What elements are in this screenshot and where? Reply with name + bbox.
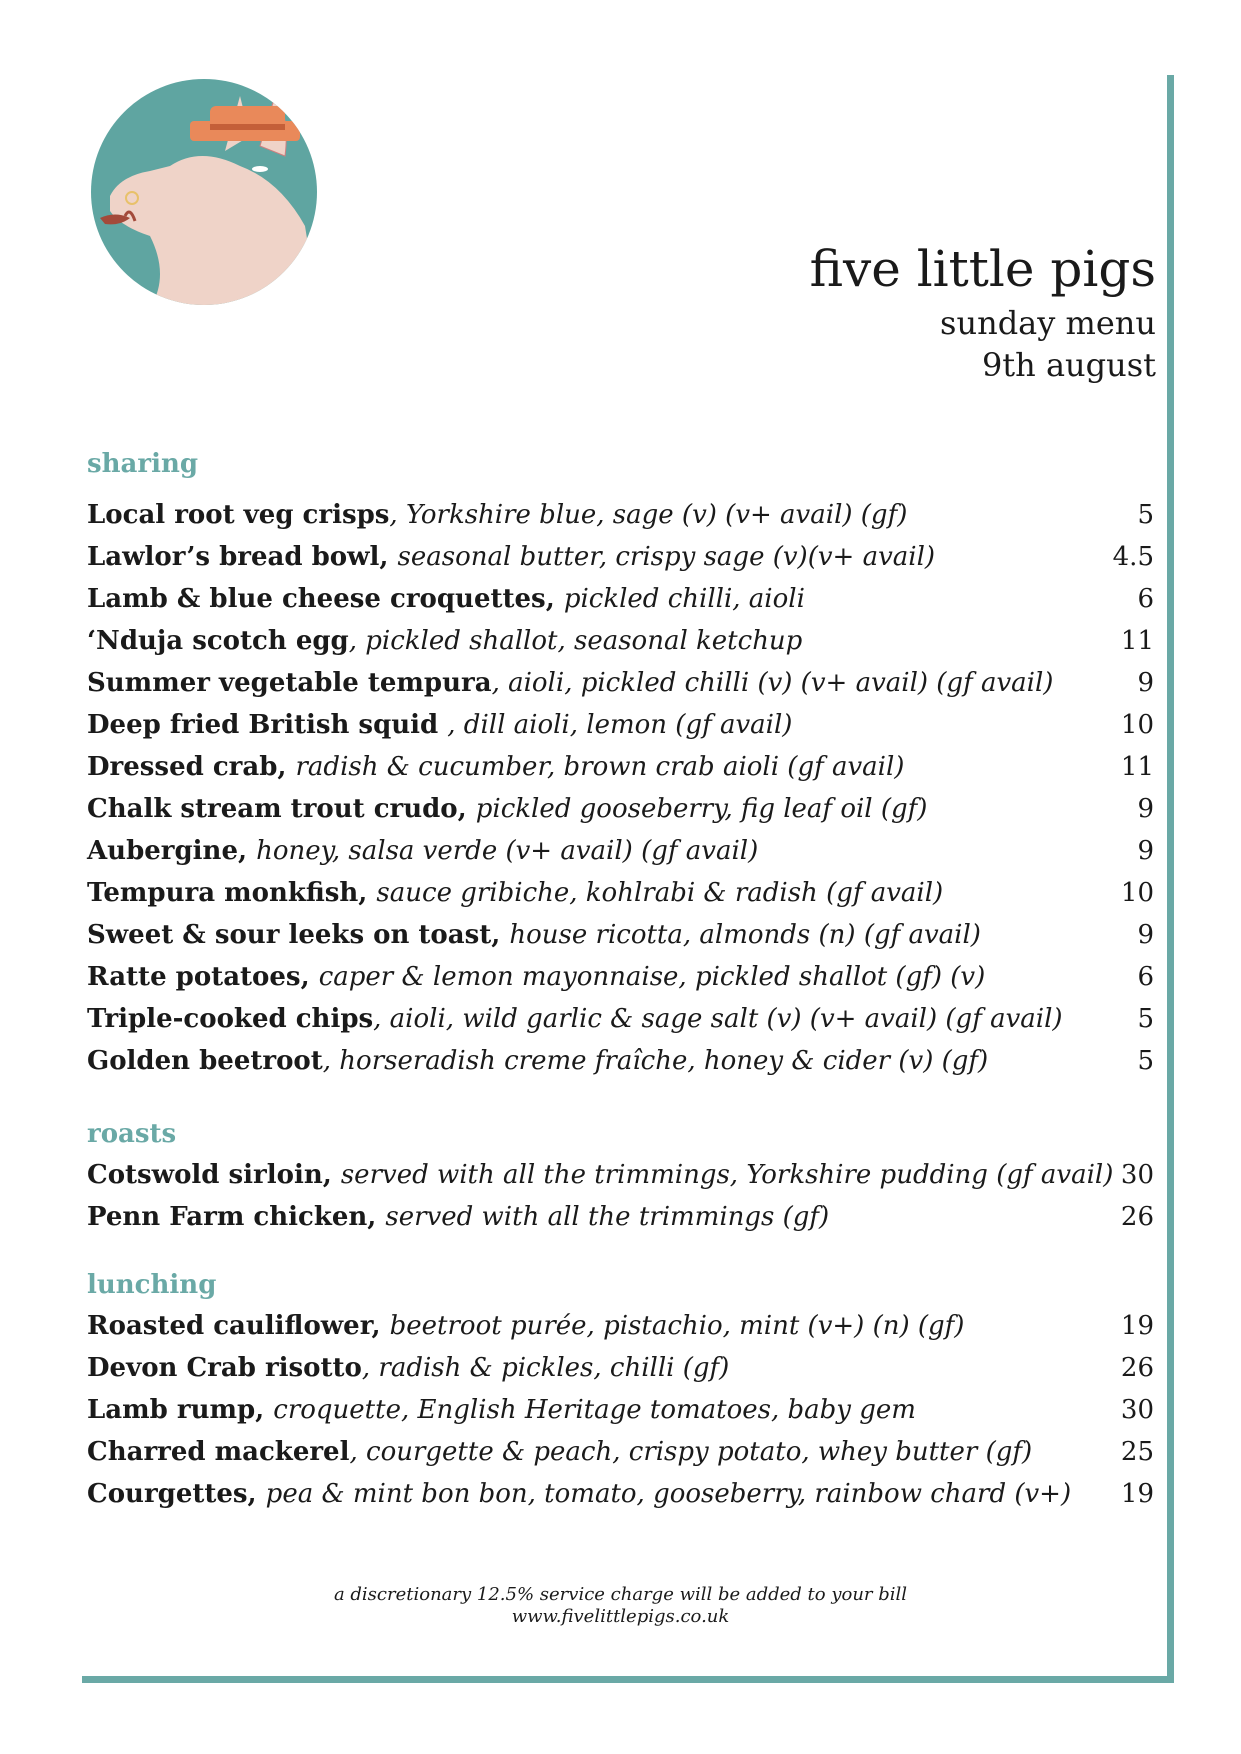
item-name: Roasted cauliflower, — [87, 1311, 390, 1341]
item-price: 11 — [1120, 626, 1154, 656]
item-price: 26 — [1120, 1353, 1154, 1383]
item-price: 9 — [1137, 794, 1154, 824]
item-name: Lamb & blue cheese croquettes, — [87, 584, 564, 614]
menu-item — [87, 1473, 1154, 1515]
menu-item — [87, 788, 1154, 830]
section-sharing — [87, 444, 1154, 1082]
menu-item — [87, 998, 1154, 1040]
item-description: radish & cucumber, brown crab aioli (gf avail) — [295, 752, 905, 782]
menu-item — [87, 536, 1154, 578]
website-url: www.fivelittlepigs.co.uk — [511, 1606, 730, 1627]
item-description: , Yorkshire blue, sage (v) (v+ avail) (gf) — [389, 500, 908, 530]
item-description: , dill aioli, lemon (gf avail) — [447, 710, 793, 740]
item-name: Summer vegetable tempura — [87, 668, 492, 698]
menu-item — [87, 620, 1154, 662]
item-price: 5 — [1137, 1046, 1154, 1076]
item-name: Tempura monkfish, — [87, 878, 377, 908]
menu-item — [87, 1154, 1154, 1196]
menu-item — [87, 1196, 1154, 1238]
menu-item — [87, 830, 1154, 872]
item-price: 30 — [1120, 1160, 1154, 1190]
item-price: 9 — [1137, 836, 1154, 866]
section-title: roasts — [87, 1119, 177, 1149]
section-roasts — [87, 1114, 1154, 1238]
menu-item — [87, 914, 1154, 956]
item-description: seasonal butter, crispy sage (v)(v+ avail) — [397, 542, 936, 572]
item-description: caper & lemon mayonnaise, pickled shallot (gf) (v) — [318, 962, 986, 992]
item-price: 10 — [1120, 878, 1154, 908]
item-name: Golden beetroot — [87, 1046, 323, 1076]
item-price: 6 — [1137, 962, 1154, 992]
item-name: Charred mackerel — [87, 1437, 350, 1467]
menu-item — [87, 704, 1154, 746]
item-name: Ratte potatoes, — [87, 962, 319, 992]
item-name: Lawlor’s bread bowl, — [87, 542, 398, 572]
item-description: , pickled shallot, seasonal ketchup — [348, 626, 803, 656]
item-name: Sweet & sour leeks on toast, — [87, 920, 510, 950]
item-description: pickled chilli, aioli — [563, 584, 805, 614]
item-price: 25 — [1120, 1437, 1154, 1467]
item-price: 26 — [1120, 1202, 1154, 1232]
item-name: Penn Farm chicken, — [87, 1202, 386, 1232]
item-price: 4.5 — [1112, 542, 1154, 572]
page-border-bottom — [82, 1676, 1174, 1683]
item-description: croquette, English Heritage tomatoes, baby gem — [273, 1395, 916, 1425]
section-title: sharing — [87, 449, 199, 479]
item-name: Aubergine, — [87, 836, 257, 866]
menu-date: 9th august — [981, 346, 1156, 384]
item-price: 6 — [1137, 584, 1154, 614]
item-price: 5 — [1137, 500, 1154, 530]
item-description: house ricotta, almonds (n) (gf avail) — [509, 920, 981, 950]
menu-item — [87, 956, 1154, 998]
item-price: 19 — [1120, 1311, 1154, 1341]
section-lunching — [87, 1265, 1154, 1515]
menu-item — [87, 494, 1154, 536]
menu-item — [87, 1040, 1154, 1082]
item-name: Devon Crab risotto — [87, 1353, 362, 1383]
item-description: served with all the trimmings (gf) — [385, 1202, 830, 1232]
section-title: lunching — [87, 1270, 217, 1300]
menu-item — [87, 872, 1154, 914]
menu-item — [87, 1305, 1154, 1347]
item-price: 9 — [1137, 920, 1154, 950]
menu-item — [87, 1431, 1154, 1473]
item-description: , aioli, pickled chilli (v) (v+ avail) (gf avail) — [491, 668, 1054, 698]
pig-with-hat-icon — [90, 76, 318, 308]
item-description: pea & mint bon bon, tomato, gooseberry, rainbow chard (v+) — [265, 1479, 1072, 1509]
menu-footer — [0, 1584, 1241, 1628]
item-name: Cotswold sirloin, — [87, 1160, 341, 1190]
item-description: , radish & pickles, chilli (gf) — [361, 1353, 730, 1383]
item-name: Local root veg crisps — [87, 500, 390, 530]
menu-item — [87, 578, 1154, 620]
item-price: 19 — [1120, 1479, 1154, 1509]
item-description: sauce gribiche, kohlrabi & radish (gf avail) — [376, 878, 944, 908]
item-name: Courgettes, — [87, 1479, 266, 1509]
item-name: ‘Nduja scotch egg — [87, 626, 349, 656]
item-description: beetroot purée, pistachio, mint (v+) (n) (gf) — [389, 1311, 965, 1341]
item-name: Deep fried British squid — [87, 710, 448, 740]
menu-item — [87, 1347, 1154, 1389]
item-price: 30 — [1120, 1395, 1154, 1425]
item-description: , aioli, wild garlic & sage salt (v) (v+ avail) (gf avail) — [373, 1004, 1063, 1034]
menu-item — [87, 662, 1154, 704]
item-price: 10 — [1120, 710, 1154, 740]
restaurant-name: five little pigs — [809, 240, 1156, 298]
item-description: honey, salsa verde (v+ avail) (gf avail) — [256, 836, 759, 866]
item-price: 11 — [1120, 752, 1154, 782]
menu-item — [87, 1389, 1154, 1431]
item-description: , courgette & peach, crispy potato, whey butter (gf) — [349, 1437, 1033, 1467]
item-description: pickled gooseberry, fig leaf oil (gf) — [475, 794, 928, 824]
item-description: served with all the trimmings, Yorkshire pudding (gf avail) — [340, 1160, 1114, 1190]
menu-title: sunday menu — [940, 304, 1156, 342]
item-name: Lamb rump, — [87, 1395, 274, 1425]
menu-header — [810, 236, 1156, 386]
item-name: Dressed crab, — [87, 752, 296, 782]
service-charge-note: a discretionary 12.5% service charge will be added to your bill — [333, 1584, 908, 1605]
item-name: Chalk stream trout crudo, — [87, 794, 476, 824]
item-description: , horseradish creme fraîche, honey & cider (v) (gf) — [322, 1046, 989, 1076]
item-price: 9 — [1137, 668, 1154, 698]
item-name: Triple-cooked chips — [87, 1004, 374, 1034]
page-border-right — [1167, 75, 1174, 1683]
menu-item — [87, 746, 1154, 788]
item-price: 5 — [1137, 1004, 1154, 1034]
